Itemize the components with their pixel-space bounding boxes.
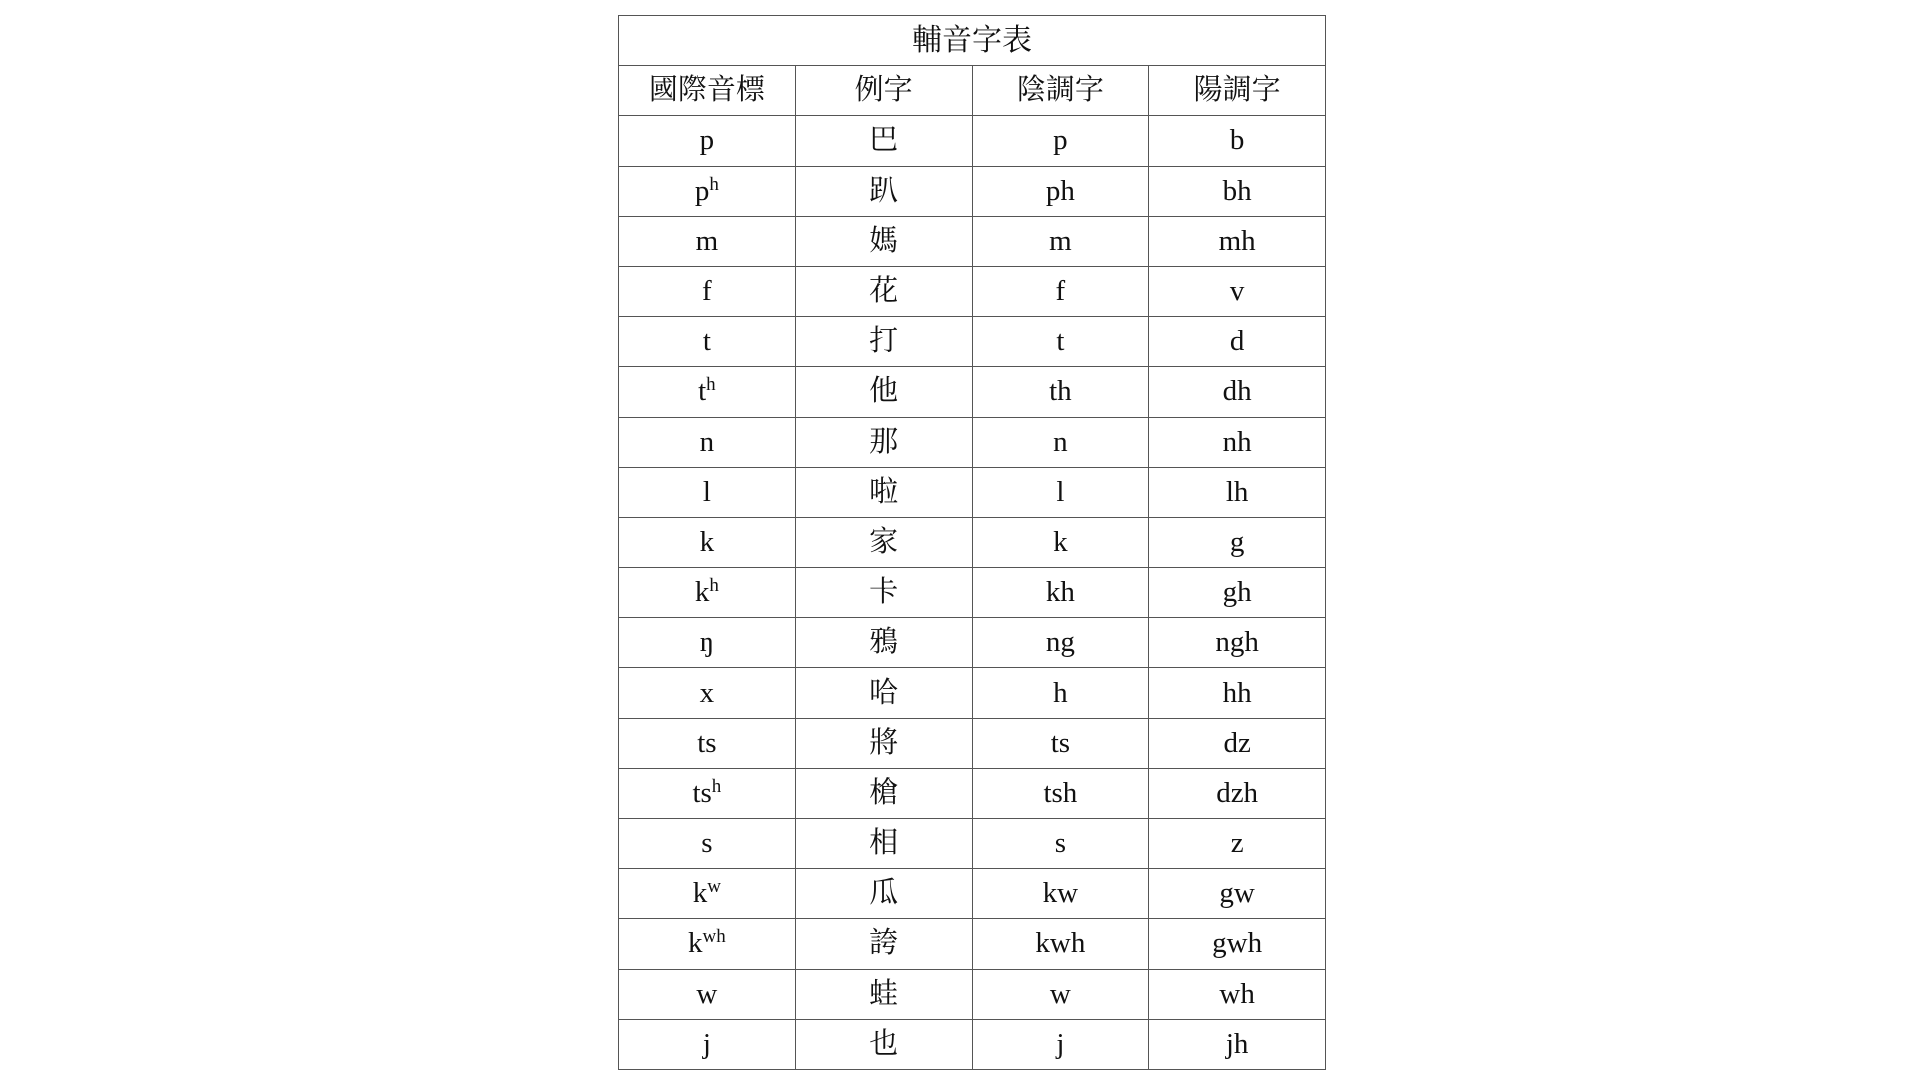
yang-tone-cell: dh <box>1149 367 1326 417</box>
ipa-base: k <box>692 877 708 910</box>
ipa-base: j <box>702 1027 711 1060</box>
ipa-symbol <box>694 575 719 609</box>
yin-tone-cell: ph <box>972 166 1149 216</box>
ipa-base: t <box>702 325 711 358</box>
ipa-symbol <box>699 676 715 709</box>
ipa-base: l <box>702 475 711 508</box>
ipa-base: x <box>699 676 715 709</box>
ipa-cell <box>619 116 796 166</box>
table-row <box>619 266 1326 316</box>
yang-tone-cell: mh <box>1149 216 1326 266</box>
ipa-symbol <box>697 726 717 759</box>
header-row <box>619 66 1326 116</box>
example-character-cell: 相 <box>795 819 972 869</box>
ipa-cell <box>619 367 796 417</box>
ipa-base: m <box>695 224 719 257</box>
ipa-superscript: w <box>707 876 721 898</box>
table-row <box>619 869 1326 919</box>
yang-tone-cell: dzh <box>1149 768 1326 818</box>
header-example: 例字 <box>795 66 972 116</box>
ipa-symbol <box>694 173 719 207</box>
yin-tone-cell: w <box>972 969 1149 1019</box>
header-yang-tone: 陽調字 <box>1149 66 1326 116</box>
table-row <box>619 216 1326 266</box>
yin-tone-cell: s <box>972 819 1149 869</box>
yin-tone-cell: f <box>972 266 1149 316</box>
table-row <box>619 718 1326 768</box>
yang-tone-cell: nh <box>1149 417 1326 467</box>
yang-tone-cell: jh <box>1149 1019 1326 1069</box>
example-character-cell: 鴉 <box>795 618 972 668</box>
yang-tone-cell: gwh <box>1149 919 1326 969</box>
yang-tone-cell: ngh <box>1149 618 1326 668</box>
yin-tone-cell: ng <box>972 618 1149 668</box>
table-row <box>619 768 1326 818</box>
ipa-base: w <box>696 977 718 1010</box>
example-character-cell: 瓜 <box>795 869 972 919</box>
yin-tone-cell: kwh <box>972 919 1149 969</box>
yin-tone-cell: kh <box>972 568 1149 618</box>
yin-tone-cell: k <box>972 517 1149 567</box>
ipa-superscript: wh <box>702 926 726 948</box>
ipa-cell <box>619 618 796 668</box>
ipa-cell <box>619 969 796 1019</box>
example-character-cell: 誇 <box>795 919 972 969</box>
consonant-table <box>618 15 1326 1070</box>
yang-tone-cell: hh <box>1149 668 1326 718</box>
ipa-symbol <box>701 829 712 858</box>
example-character-cell: 哈 <box>795 668 972 718</box>
yang-tone-cell: b <box>1149 116 1326 166</box>
ipa-cell <box>619 568 796 618</box>
example-character-cell: 將 <box>795 718 972 768</box>
ipa-base: k <box>694 576 710 609</box>
table-title: 輔音字表 <box>619 16 1326 66</box>
table-row <box>619 166 1326 216</box>
example-character-cell: 也 <box>795 1019 972 1069</box>
ipa-base: ts <box>697 726 717 759</box>
yin-tone-cell: m <box>972 216 1149 266</box>
ipa-cell <box>619 166 796 216</box>
table-row <box>619 317 1326 367</box>
yang-tone-cell: lh <box>1149 467 1326 517</box>
table-row <box>619 668 1326 718</box>
yin-tone-cell: th <box>972 367 1149 417</box>
yin-tone-cell: ts <box>972 718 1149 768</box>
table-row <box>619 618 1326 668</box>
ipa-base: p <box>694 174 710 207</box>
example-character-cell: 媽 <box>795 216 972 266</box>
yin-tone-cell: tsh <box>972 768 1149 818</box>
header-yin-tone: 陰調字 <box>972 66 1149 116</box>
yin-tone-cell: p <box>972 116 1149 166</box>
ipa-symbol <box>688 926 726 960</box>
yang-tone-cell: z <box>1149 819 1326 869</box>
example-character-cell: 蛙 <box>795 969 972 1019</box>
yang-tone-cell: dz <box>1149 718 1326 768</box>
ipa-superscript: h <box>711 775 722 797</box>
ipa-superscript: h <box>709 575 719 597</box>
table-row <box>619 517 1326 567</box>
yang-tone-cell: wh <box>1149 969 1326 1019</box>
example-character-cell: 槍 <box>795 768 972 818</box>
ipa-symbol <box>695 224 719 257</box>
ipa-cell <box>619 517 796 567</box>
ipa-cell <box>619 869 796 919</box>
ipa-symbol <box>700 628 714 657</box>
ipa-superscript: h <box>706 374 716 396</box>
ipa-base: n <box>699 425 715 458</box>
table-body <box>619 116 1326 1070</box>
example-character-cell: 啦 <box>795 467 972 517</box>
ipa-base: ts <box>692 776 712 809</box>
table-row <box>619 919 1326 969</box>
table-row <box>619 417 1326 467</box>
title-row <box>619 16 1326 66</box>
example-character-cell: 他 <box>795 367 972 417</box>
ipa-cell <box>619 919 796 969</box>
yang-tone-cell: bh <box>1149 166 1326 216</box>
ipa-symbol <box>703 327 711 356</box>
example-character-cell: 家 <box>795 517 972 567</box>
ipa-symbol <box>698 374 716 408</box>
ipa-cell <box>619 768 796 818</box>
yang-tone-cell: d <box>1149 317 1326 367</box>
ipa-symbol <box>696 977 718 1010</box>
ipa-symbol <box>692 876 721 910</box>
example-character-cell: 那 <box>795 417 972 467</box>
ipa-base: ŋ <box>699 626 715 659</box>
ipa-base: k <box>699 525 715 558</box>
ipa-cell <box>619 417 796 467</box>
ipa-cell <box>619 266 796 316</box>
ipa-superscript: h <box>709 173 719 195</box>
ipa-symbol <box>702 475 711 508</box>
table-row <box>619 367 1326 417</box>
ipa-symbol <box>702 1027 711 1060</box>
ipa-symbol <box>692 775 722 809</box>
ipa-cell <box>619 819 796 869</box>
table-row <box>619 969 1326 1019</box>
table-row <box>619 568 1326 618</box>
ipa-symbol <box>700 126 715 155</box>
table-row <box>619 116 1326 166</box>
ipa-symbol <box>699 525 715 558</box>
yin-tone-cell: l <box>972 467 1149 517</box>
ipa-cell <box>619 1019 796 1069</box>
table-row <box>619 467 1326 517</box>
example-character-cell: 花 <box>795 266 972 316</box>
yang-tone-cell: gh <box>1149 568 1326 618</box>
yin-tone-cell: kw <box>972 869 1149 919</box>
yang-tone-cell: g <box>1149 517 1326 567</box>
example-character-cell: 卡 <box>795 568 972 618</box>
yin-tone-cell: j <box>972 1019 1149 1069</box>
yang-tone-cell: gw <box>1149 869 1326 919</box>
yin-tone-cell: h <box>972 668 1149 718</box>
ipa-cell <box>619 467 796 517</box>
ipa-cell <box>619 718 796 768</box>
ipa-base: t <box>698 375 707 408</box>
ipa-symbol <box>702 277 712 306</box>
yin-tone-cell: n <box>972 417 1149 467</box>
example-character-cell: 打 <box>795 317 972 367</box>
ipa-cell <box>619 216 796 266</box>
example-character-cell: 巴 <box>795 116 972 166</box>
example-character-cell: 趴 <box>795 166 972 216</box>
ipa-cell <box>619 317 796 367</box>
ipa-cell <box>619 668 796 718</box>
yin-tone-cell: t <box>972 317 1149 367</box>
ipa-base: s <box>701 827 713 860</box>
ipa-base: k <box>688 927 703 960</box>
yang-tone-cell: v <box>1149 266 1326 316</box>
ipa-base: p <box>699 124 715 157</box>
header-ipa: 國際音標 <box>619 66 796 116</box>
table-row <box>619 819 1326 869</box>
ipa-symbol <box>699 425 715 458</box>
table-row <box>619 1019 1326 1069</box>
ipa-base: f <box>702 275 712 308</box>
